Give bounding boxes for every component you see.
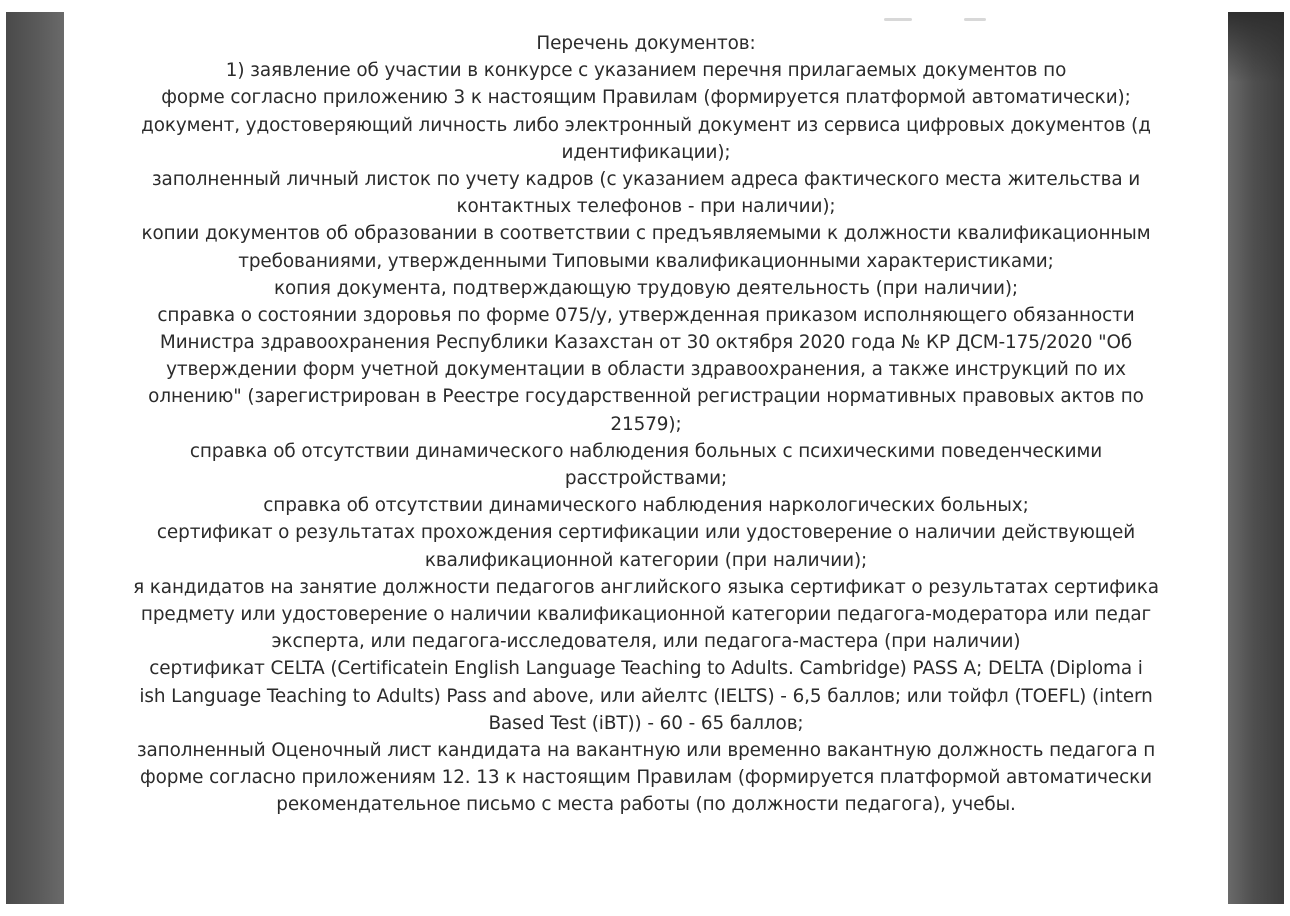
document-title: Перечень документов: [536,33,756,54]
text-line: утверждении форм учетной документации в области здравоохранения, а также инструкций по их [166,359,1126,381]
text-line: справка о состоянии здоровья по форме 075/у, утвержденная приказом исполняющего обязанности [157,304,1135,326]
text-line: форме согласно приложениям 12. 13 к настоящим Правилам (формируется платформой автоматически [140,767,1152,789]
right-margin-shadow [1228,12,1284,82]
text-line: 1) заявление об участии в конкурсе с указанием перечня прилагаемых документов по [225,60,1067,82]
text-line: ish Language Teaching to Adults) Pass and above, или айелтс (IELTS) - 6,5 баллов; или тойфл (TOEFL) (intern [139,685,1153,707]
text-line: заполненный Оценочный лист кандидата на вакантную или временно вакантную должность педагога п [136,739,1156,761]
document-text [64,30,1228,818]
text-line: сертификат о результатах прохождения сертификации или удостоверение о наличии действующей [156,522,1136,544]
right-dark-margin [1228,12,1284,904]
text-line: форме согласно приложению 3 к настоящим Правилам (формируется платформой автоматически); [161,87,1131,109]
text-line: заполненный личный листок по учету кадров (с указанием адреса фактического места жительства и [151,168,1141,190]
text-line: Based Test (iBT)) - 60 - 65 баллов; [488,712,804,734]
text-line: олнению" (зарегистрирован в Реестре государственной регистрации нормативных правовых актов по [148,386,1144,408]
text-line: копии документов об образовании в соответствии с предъявляемыми к должности квалификационным [141,223,1151,245]
text-line: квалификационной категории (при наличии); [424,549,868,571]
text-line: расстройствами; [564,468,728,489]
scan-smudge [884,18,912,21]
text-line: идентификации); [561,141,731,163]
text-line: справка об отсутствии динамического наблюдения наркологических больных; [263,495,1029,517]
text-line: документ, удостоверяющий личность либо электронный документ из сервиса цифровых документов (д [141,114,1151,136]
text-line: сертификат CELTA (Certificatein English Language Teaching to Adults. Cambridge) PASS A; DELTA (Diploma i [149,658,1143,680]
text-line: требованиями, утвержденными Типовыми квалификационными характеристиками; [238,250,1054,272]
left-dark-margin [6,12,64,904]
text-line: эксперта, или педагога-исследователя, или педагога-мастера (при наличии) [271,631,1021,653]
text-line: Министра здравоохранения Республики Казахстан от 30 октября 2020 года № КР ДСМ-175/2020 "Об [159,332,1133,354]
text-line: справка об отсутствии динамического наблюдения больных с психическими поведенческими [189,440,1103,462]
text-line: я кандидатов на занятие должности педагогов английского языка сертификат о результатах сертифика [133,576,1159,598]
text-line: 21579); [610,413,682,435]
text-line: копия документа, подтверждающую трудовую деятельность (при наличии); [274,277,1018,299]
text-line: рекомендательное письмо с места работы (по должности педагога), учебы. [276,794,1016,816]
text-line: предмету или удостоверение о наличии квалификационной категории педагога-модератора или педаг [140,603,1152,625]
document-page [64,12,1228,904]
bottom-edge [0,904,1290,916]
text-line: контактных телефонов - при наличии); [456,196,836,218]
scan-smudge [964,18,986,21]
